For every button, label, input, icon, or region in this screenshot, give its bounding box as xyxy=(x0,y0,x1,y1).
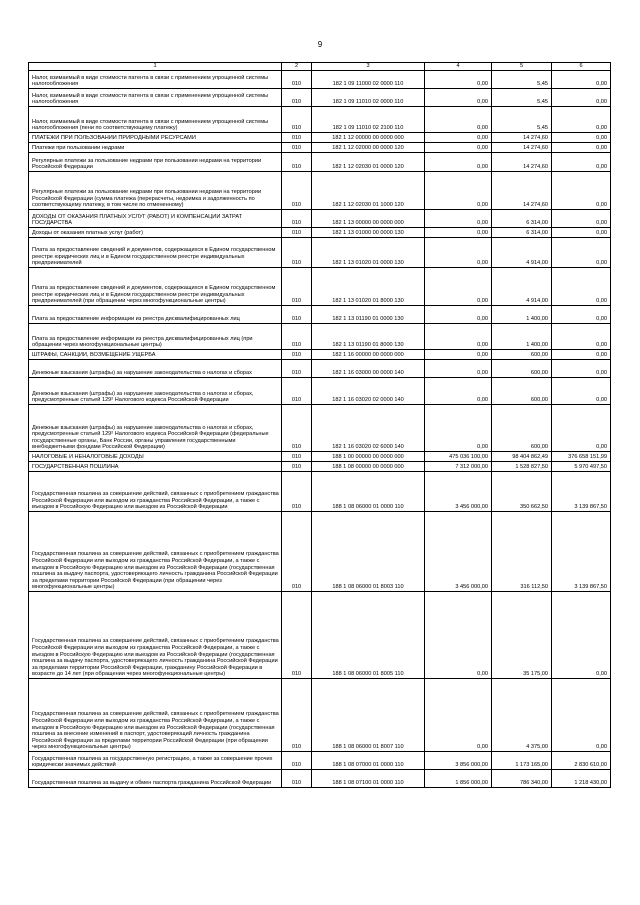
planned-amount-cell: 3 456 000,00 xyxy=(425,472,492,512)
budget-code-cell: 182 1 16 03020 02 0000 140 xyxy=(312,378,425,405)
executed-amount-cell: 4 375,00 xyxy=(492,679,552,752)
planned-amount-cell: 3 856 000,00 xyxy=(425,752,492,770)
unexecuted-amount-cell: 0,00 xyxy=(552,210,611,228)
line-code-cell: 010 xyxy=(282,592,312,679)
row-name-cell: Плата за предоставление информации из реестра дисквалифицированных лиц xyxy=(29,306,282,324)
planned-amount-cell: 0,00 xyxy=(425,592,492,679)
budget-code-cell: 182 1 13 01000 00 0000 130 xyxy=(312,228,425,238)
row-name-cell: ПЛАТЕЖИ ПРИ ПОЛЬЗОВАНИИ ПРИРОДНЫМИ РЕСУРСАМИ xyxy=(29,133,282,143)
line-code-cell: 010 xyxy=(282,143,312,153)
executed-amount-cell: 4 914,00 xyxy=(492,238,552,268)
table-row xyxy=(29,210,611,228)
executed-amount-cell: 98 404 862,49 xyxy=(492,452,552,462)
unexecuted-amount-cell: 0,00 xyxy=(552,592,611,679)
executed-amount-cell: 6 314,00 xyxy=(492,210,552,228)
table-row xyxy=(29,752,611,770)
unexecuted-amount-cell: 5 970 497,50 xyxy=(552,462,611,472)
line-code-cell: 010 xyxy=(282,210,312,228)
executed-amount-cell: 35 175,00 xyxy=(492,592,552,679)
line-code-cell: 010 xyxy=(282,324,312,350)
executed-amount-cell: 600,00 xyxy=(492,360,552,378)
executed-amount-cell: 1 528 827,50 xyxy=(492,462,552,472)
planned-amount-cell: 0,00 xyxy=(425,228,492,238)
executed-amount-cell: 316 112,50 xyxy=(492,512,552,592)
column-header: 5 xyxy=(492,63,552,71)
planned-amount-cell: 0,00 xyxy=(425,360,492,378)
executed-amount-cell: 5,45 xyxy=(492,107,552,133)
budget-code-cell: 182 1 16 00000 00 0000 000 xyxy=(312,350,425,360)
budget-code-cell: 188 1 08 06000 01 8007 110 xyxy=(312,679,425,752)
unexecuted-amount-cell: 0,00 xyxy=(552,306,611,324)
row-name-cell: Государственная пошлина за государственную регистрацию, а также за совершение прочих юридически значимых действий xyxy=(29,752,282,770)
table-row xyxy=(29,172,611,210)
row-name-cell: Регулярные платежи за пользование недрами при пользовании недрами на территории Российской Федерации xyxy=(29,153,282,172)
table-row xyxy=(29,133,611,143)
table-row xyxy=(29,452,611,462)
unexecuted-amount-cell: 0,00 xyxy=(552,143,611,153)
line-code-cell: 010 xyxy=(282,153,312,172)
row-name-cell: Налог, взимаемый в виде стоимости патента в связи с применением упрощенной системы налогообложения xyxy=(29,89,282,107)
executed-amount-cell: 14 274,60 xyxy=(492,172,552,210)
line-code-cell: 010 xyxy=(282,462,312,472)
row-name-cell: Платежи при пользовании недрами xyxy=(29,143,282,153)
unexecuted-amount-cell: 0,00 xyxy=(552,405,611,452)
budget-code-cell: 182 1 13 01020 01 0000 130 xyxy=(312,238,425,268)
budget-code-cell: 188 1 08 00000 00 0000 000 xyxy=(312,462,425,472)
unexecuted-amount-cell: 0,00 xyxy=(552,350,611,360)
unexecuted-amount-cell: 0,00 xyxy=(552,71,611,89)
column-header: 4 xyxy=(425,63,492,71)
budget-code-cell: 182 1 12 00000 00 0000 000 xyxy=(312,133,425,143)
executed-amount-cell: 14 274,60 xyxy=(492,143,552,153)
planned-amount-cell: 0,00 xyxy=(425,133,492,143)
table-row xyxy=(29,107,611,133)
row-name-cell: Плата за предоставление сведений и документов, содержащихся в Едином государственном реестре юридических лиц и в Едином государственном реестре индивидуальных предпринимателей xyxy=(29,238,282,268)
line-code-cell: 010 xyxy=(282,228,312,238)
row-name-cell: Государственная пошлина за совершение действий, связанных с приобретением гражданства Российской Федерации или выходом из гражданства Российской Федерации, а также с въездом в Российскую Федерацию или выездом из Российской Федерации (государственная пошлина за выдачу паспорта, удостоверяющего личность гражданина Российской Федерации за пределами территории Российской Федерации, гражданину Российской Федерации в возрасте до 14 лет (при обращении через многофункциональные центры) xyxy=(29,592,282,679)
row-name-cell: Государственная пошлина за совершение действий, связанных с приобретением гражданства Российской Федерации или выходом из гражданства Российской Федерации, а также с въездом в Российскую Федерацию или выездом из Российской Федерации xyxy=(29,472,282,512)
line-code-cell: 010 xyxy=(282,350,312,360)
table-row xyxy=(29,143,611,153)
line-code-cell: 010 xyxy=(282,752,312,770)
line-code-cell: 010 xyxy=(282,472,312,512)
row-name-cell: ШТРАФЫ, САНКЦИИ, ВОЗМЕЩЕНИЕ УЩЕРБА xyxy=(29,350,282,360)
row-name-cell: Регулярные платежи за пользование недрами при пользовании недрами на территории Российской Федерации (сумма платежа (перерасчеты, недоимка и задолженность по соответствующему платежу, в том числе по отмененному) xyxy=(29,172,282,210)
row-name-cell: Денежные взыскания (штрафы) за нарушение законодательства о налогах и сборах, предусмотренные статьей 129² Налогового кодекса Российской Федерации (федеральные государственные органы, Банк России, органы управления государственными внебюджетными фондами Российской Федерации) xyxy=(29,405,282,452)
line-code-cell: 010 xyxy=(282,770,312,788)
planned-amount-cell: 0,00 xyxy=(425,306,492,324)
row-name-cell: НАЛОГОВЫЕ И НЕНАЛОГОВЫЕ ДОХОДЫ xyxy=(29,452,282,462)
planned-amount-cell: 0,00 xyxy=(425,679,492,752)
table-row xyxy=(29,153,611,172)
budget-code-cell: 182 1 12 02030 01 0000 120 xyxy=(312,153,425,172)
unexecuted-amount-cell: 3 139 867,50 xyxy=(552,512,611,592)
budget-code-cell: 188 1 08 06000 01 8003 110 xyxy=(312,512,425,592)
executed-amount-cell: 600,00 xyxy=(492,405,552,452)
planned-amount-cell: 0,00 xyxy=(425,350,492,360)
planned-amount-cell: 0,00 xyxy=(425,210,492,228)
row-name-cell: Государственная пошлина за совершение действий, связанных с приобретением гражданства Российской Федерации или выходом из гражданства Российской Федерации, а также с въездом в Российскую Федерацию или выездом из Российской Федерации (государственная пошлина за внесение изменений в паспорт, удостоверяющий личность гражданина Российской Федерации за пределами территории Российской Федерации (при обращении через многофункциональные центры) xyxy=(29,679,282,752)
budget-code-cell: 182 1 16 03000 00 0000 140 xyxy=(312,360,425,378)
line-code-cell: 010 xyxy=(282,133,312,143)
executed-amount-cell: 14 274,60 xyxy=(492,153,552,172)
unexecuted-amount-cell: 0,00 xyxy=(552,679,611,752)
budget-code-cell: 182 1 13 01190 01 0000 130 xyxy=(312,306,425,324)
planned-amount-cell: 3 456 000,00 xyxy=(425,512,492,592)
table-row xyxy=(29,360,611,378)
line-code-cell: 010 xyxy=(282,107,312,133)
row-name-cell: Денежные взыскания (штрафы) за нарушение законодательства о налогах и сборах, предусмотренные статьей 129² Налогового кодекса Российской Федерации xyxy=(29,378,282,405)
planned-amount-cell: 1 856 000,00 xyxy=(425,770,492,788)
unexecuted-amount-cell: 0,00 xyxy=(552,153,611,172)
table-row xyxy=(29,770,611,788)
line-code-cell: 010 xyxy=(282,268,312,306)
unexecuted-amount-cell: 376 658 151,99 xyxy=(552,452,611,462)
line-code-cell: 010 xyxy=(282,238,312,268)
column-header: 1 xyxy=(29,63,282,71)
table-row xyxy=(29,268,611,306)
budget-code-cell: 188 1 08 07100 01 0000 110 xyxy=(312,770,425,788)
planned-amount-cell: 0,00 xyxy=(425,89,492,107)
table-row xyxy=(29,378,611,405)
budget-code-cell: 182 1 09 11010 02 2100 110 xyxy=(312,107,425,133)
planned-amount-cell: 0,00 xyxy=(425,172,492,210)
unexecuted-amount-cell: 0,00 xyxy=(552,133,611,143)
line-code-cell: 010 xyxy=(282,378,312,405)
planned-amount-cell: 0,00 xyxy=(425,153,492,172)
column-number-row xyxy=(29,63,611,71)
unexecuted-amount-cell: 0,00 xyxy=(552,172,611,210)
table-row xyxy=(29,679,611,752)
budget-code-cell: 182 1 12 02000 00 0000 120 xyxy=(312,143,425,153)
row-name-cell: Доходы от оказания платных услуг (работ) xyxy=(29,228,282,238)
table-row xyxy=(29,472,611,512)
table-row xyxy=(29,228,611,238)
row-name-cell: Плата за предоставление информации из реестра дисквалифицированных лиц (при обращении через многофункциональные центры) xyxy=(29,324,282,350)
planned-amount-cell: 0,00 xyxy=(425,107,492,133)
unexecuted-amount-cell: 0,00 xyxy=(552,268,611,306)
planned-amount-cell: 0,00 xyxy=(425,143,492,153)
row-name-cell: Налог, взимаемый в виде стоимости патента в связи с применением упрощенной системы налогообложения xyxy=(29,71,282,89)
row-name-cell: ГОСУДАРСТВЕННАЯ ПОШЛИНА xyxy=(29,462,282,472)
table-row xyxy=(29,592,611,679)
row-name-cell: Денежные взыскания (штрафы) за нарушение законодательства о налогах и сборах xyxy=(29,360,282,378)
line-code-cell: 010 xyxy=(282,512,312,592)
table-row xyxy=(29,405,611,452)
executed-amount-cell: 5,45 xyxy=(492,71,552,89)
row-name-cell: Налог, взимаемый в виде стоимости патента в связи с применением упрощенной системы налогообложения (пени по соответствующему платежу) xyxy=(29,107,282,133)
table-row xyxy=(29,462,611,472)
planned-amount-cell: 0,00 xyxy=(425,405,492,452)
executed-amount-cell: 14 274,60 xyxy=(492,133,552,143)
executed-amount-cell: 600,00 xyxy=(492,378,552,405)
planned-amount-cell: 0,00 xyxy=(425,378,492,405)
table-row xyxy=(29,238,611,268)
table-row xyxy=(29,350,611,360)
budget-code-cell: 182 1 09 11000 02 0000 110 xyxy=(312,71,425,89)
table-row xyxy=(29,89,611,107)
budget-code-cell: 182 1 13 01020 01 8000 130 xyxy=(312,268,425,306)
executed-amount-cell: 5,45 xyxy=(492,89,552,107)
line-code-cell: 010 xyxy=(282,306,312,324)
executed-amount-cell: 600,00 xyxy=(492,350,552,360)
budget-code-cell: 182 1 12 02030 01 1000 120 xyxy=(312,172,425,210)
budget-code-cell: 182 1 13 00000 00 0000 000 xyxy=(312,210,425,228)
budget-code-cell: 188 1 08 06000 01 0000 110 xyxy=(312,472,425,512)
unexecuted-amount-cell: 0,00 xyxy=(552,378,611,405)
executed-amount-cell: 6 314,00 xyxy=(492,228,552,238)
executed-amount-cell: 4 914,00 xyxy=(492,268,552,306)
executed-amount-cell: 1 400,00 xyxy=(492,324,552,350)
unexecuted-amount-cell: 2 830 610,00 xyxy=(552,752,611,770)
line-code-cell: 010 xyxy=(282,360,312,378)
revenue-table xyxy=(28,62,611,788)
budget-code-cell: 188 1 08 07000 01 0000 110 xyxy=(312,752,425,770)
planned-amount-cell: 475 036 100,00 xyxy=(425,452,492,462)
page-number: 9 xyxy=(317,40,323,49)
column-header: 3 xyxy=(312,63,425,71)
planned-amount-cell: 0,00 xyxy=(425,324,492,350)
budget-code-cell: 182 1 13 01190 01 8000 130 xyxy=(312,324,425,350)
table-row xyxy=(29,324,611,350)
line-code-cell: 010 xyxy=(282,679,312,752)
executed-amount-cell: 1 400,00 xyxy=(492,306,552,324)
budget-code-cell: 182 1 09 11010 02 0000 110 xyxy=(312,89,425,107)
unexecuted-amount-cell: 0,00 xyxy=(552,324,611,350)
column-header: 6 xyxy=(552,63,611,71)
unexecuted-amount-cell: 1 218 430,00 xyxy=(552,770,611,788)
table-row xyxy=(29,512,611,592)
row-name-cell: Государственная пошлина за совершение действий, связанных с приобретением гражданства Российской Федерации или выходом из гражданства Российской Федерации, а также с въездом в Российскую Федерацию или выездом из Российской Федерации (государственная пошлина за выдачу паспорта, удостоверяющего личность гражданина Российской Федерации за пределами территории Российской Федерации (при обращении через многофункциональные центры) xyxy=(29,512,282,592)
executed-amount-cell: 1 173 165,00 xyxy=(492,752,552,770)
planned-amount-cell: 0,00 xyxy=(425,268,492,306)
executed-amount-cell: 350 662,50 xyxy=(492,472,552,512)
budget-code-cell: 182 1 16 03020 02 6000 140 xyxy=(312,405,425,452)
unexecuted-amount-cell: 0,00 xyxy=(552,89,611,107)
planned-amount-cell: 0,00 xyxy=(425,71,492,89)
unexecuted-amount-cell: 3 139 867,50 xyxy=(552,472,611,512)
row-name-cell: ДОХОДЫ ОТ ОКАЗАНИЯ ПЛАТНЫХ УСЛУГ (РАБОТ) И КОМПЕНСАЦИИ ЗАТРАТ ГОСУДАРСТВА xyxy=(29,210,282,228)
planned-amount-cell: 7 312 000,00 xyxy=(425,462,492,472)
table-row xyxy=(29,71,611,89)
line-code-cell: 010 xyxy=(282,89,312,107)
line-code-cell: 010 xyxy=(282,405,312,452)
table-row xyxy=(29,306,611,324)
budget-code-cell: 188 1 08 06000 01 8005 110 xyxy=(312,592,425,679)
line-code-cell: 010 xyxy=(282,71,312,89)
line-code-cell: 010 xyxy=(282,452,312,462)
unexecuted-amount-cell: 0,00 xyxy=(552,238,611,268)
line-code-cell: 010 xyxy=(282,172,312,210)
executed-amount-cell: 786 340,00 xyxy=(492,770,552,788)
planned-amount-cell: 0,00 xyxy=(425,238,492,268)
unexecuted-amount-cell: 0,00 xyxy=(552,360,611,378)
row-name-cell: Государственная пошлина за выдачу и обмен паспорта гражданина Российской Федерации xyxy=(29,770,282,788)
unexecuted-amount-cell: 0,00 xyxy=(552,228,611,238)
budget-code-cell: 188 1 00 00000 00 0000 000 xyxy=(312,452,425,462)
row-name-cell: Плата за предоставление сведений и документов, содержащихся в Едином государственном реестре юридических лиц и в Едином государственном реестре индивидуальных предпринимателей (при обращении через многофункциональные центры) xyxy=(29,268,282,306)
unexecuted-amount-cell: 0,00 xyxy=(552,107,611,133)
column-header: 2 xyxy=(282,63,312,71)
